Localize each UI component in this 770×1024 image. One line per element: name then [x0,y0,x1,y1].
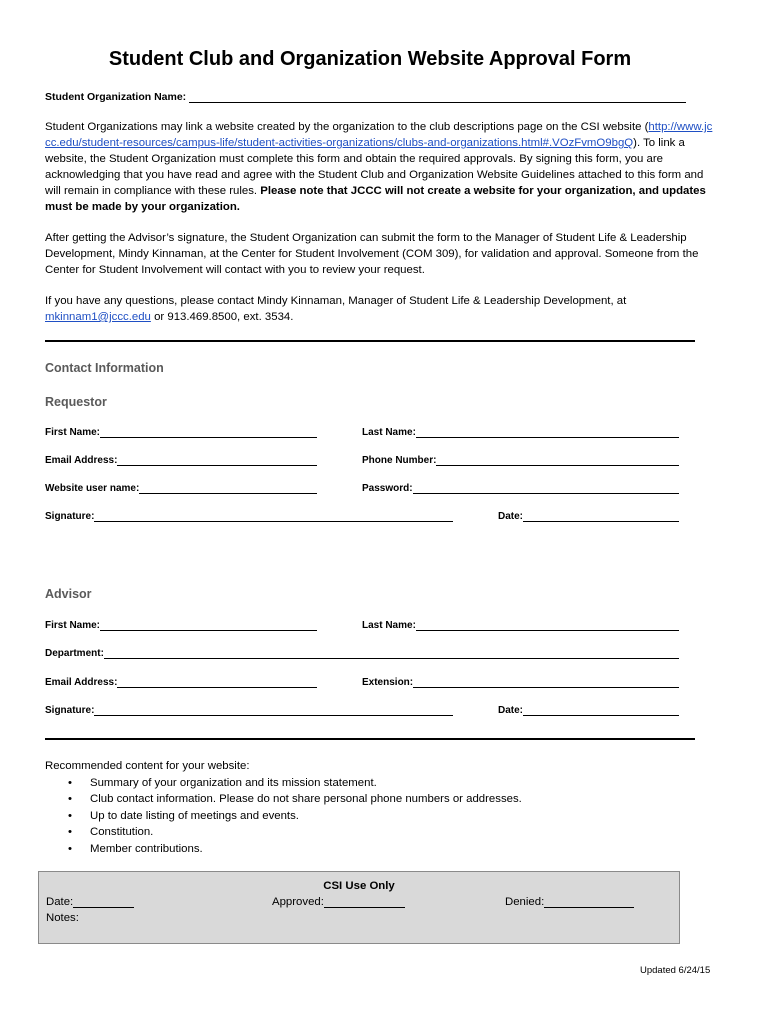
requestor-first-name-field [45,427,317,438]
requestor-signature-input[interactable] [94,511,453,522]
requestor-username-input[interactable] [139,483,317,494]
extension-label: Extension: [362,677,414,688]
intro-text: Student Organizations may link a website created by the organization to the club descriptions page on the CSI website ( [45,121,649,133]
csi-notes-field [46,912,79,924]
date-label: Date: [498,511,524,522]
requestor-signature-field [45,511,453,522]
divider [45,738,695,740]
date-label: Date: [498,705,524,716]
csi-denied-label: Denied: [505,896,545,908]
advisor-last-name-input[interactable] [416,620,679,631]
csi-approved-input[interactable] [324,896,405,908]
requestor-email-field [45,455,317,466]
advisor-email-field [45,677,317,688]
csi-notes-label: Notes: [46,912,79,924]
csi-approved-field [272,896,405,908]
requestor-phone-input[interactable] [436,455,679,466]
csi-website-link[interactable]: http://www.jccc.edu/student-resources/campus-life/student-activities-organizations/clubs-and-organizations.html#.VOzFvmO9bgQ [45,121,713,149]
username-label: Website user name: [45,483,140,494]
list-item: • Club contact information. Please do not share personal phone numbers or addresses. [90,791,522,808]
list-item: • Member contributions. [90,841,522,858]
advisor-first-name-input[interactable] [100,620,317,631]
advisor-extension-field [362,677,679,688]
advisor-signature-input[interactable] [94,705,453,716]
list-item: • Up to date listing of meetings and events. [90,808,522,825]
advisor-heading: Advisor [45,587,92,601]
requestor-password-input[interactable] [413,483,679,494]
requestor-phone-field [362,455,679,466]
advisor-last-name-field [362,620,679,631]
list-item: • Constitution. [90,824,522,841]
recommended-content [45,758,522,857]
requestor-date-input[interactable] [523,511,679,522]
last-name-label: Last Name: [362,427,416,438]
divider [45,340,695,342]
email-link[interactable]: mkinnam1@jccc.edu [45,311,151,323]
requestor-last-name-field [362,427,679,438]
updated-date: Updated 6/24/15 [640,965,711,976]
org-name-field [45,91,686,103]
password-label: Password: [362,483,413,494]
questions-phone: or 913.469.8500, ext. 3534. [150,311,294,323]
advisor-department-field [45,648,679,659]
csi-date-field [46,896,134,908]
email-label: Email Address: [45,677,118,688]
csi-denied-field [505,896,634,908]
csi-date-input[interactable] [73,896,134,908]
questions-text: If you have any questions, please contact Mindy Kinnaman, Manager of Student Life & Leadership Development, at [45,295,627,307]
advisor-first-name-field [45,620,317,631]
signature-label: Signature: [45,705,95,716]
requestor-email-input[interactable] [117,455,317,466]
signature-label: Signature: [45,511,95,522]
advisor-instructions: After getting the Advisor’s signature, the Student Organization can submit the form to the Manager of Student Life & Leadership Development, Mindy Kinnaman, at the Center for Student Involvement (COM 309), for validation and approval. Someone from the Center for Student Involvement will contact with you to review your request. [45,232,699,276]
advisor-date-input[interactable] [523,705,679,716]
csi-heading: CSI Use Only [323,880,395,892]
requestor-first-name-input[interactable] [100,427,317,438]
advisor-signature-field [45,705,453,716]
requestor-heading: Requestor [45,395,107,409]
intro-bold-note: Please note that JCCC will not create a website for your organization, and updates must be made by your organization. [45,185,706,213]
advisor-email-input[interactable] [117,677,317,688]
csi-denied-input[interactable] [544,896,634,908]
advisor-extension-input[interactable] [413,677,679,688]
intro-paragraph [45,119,715,215]
contact-heading: Contact Information [45,361,164,375]
email-label: Email Address: [45,455,118,466]
advisor-date-field [498,705,679,716]
csi-approved-label: Approved: [272,896,324,908]
last-name-label: Last Name: [362,620,416,631]
first-name-label: First Name: [45,620,101,631]
phone-label: Phone Number: [362,455,437,466]
recommended-list [45,775,522,858]
requestor-password-field [362,483,679,494]
org-name-input-line[interactable] [189,91,686,103]
recommended-intro: Recommended content for your website: [45,760,250,772]
intro-text-2: ). To link a website, the Student Organization must complete this form and obtain the required approvals. By signing this form, you are acknowledging that you have read and agree with the Student Club and Organization Website Guidelines attached to this form and will remain in compliance with these rules. [45,137,704,197]
department-label: Department: [45,648,104,659]
requestor-date-field [498,511,679,522]
page-title: Student Club and Organization Website Approval Form [108,48,632,70]
requestor-last-name-input[interactable] [416,427,679,438]
list-item: • Summary of your organization and its mission statement. [90,775,522,792]
requestor-username-field [45,483,317,494]
first-name-label: First Name: [45,427,101,438]
csi-date-label: Date: [46,896,74,908]
questions-paragraph [45,293,715,325]
org-name-label: Student Organization Name: [45,91,187,103]
csi-use-only-box [38,871,680,944]
advisor-department-input[interactable] [104,648,679,659]
